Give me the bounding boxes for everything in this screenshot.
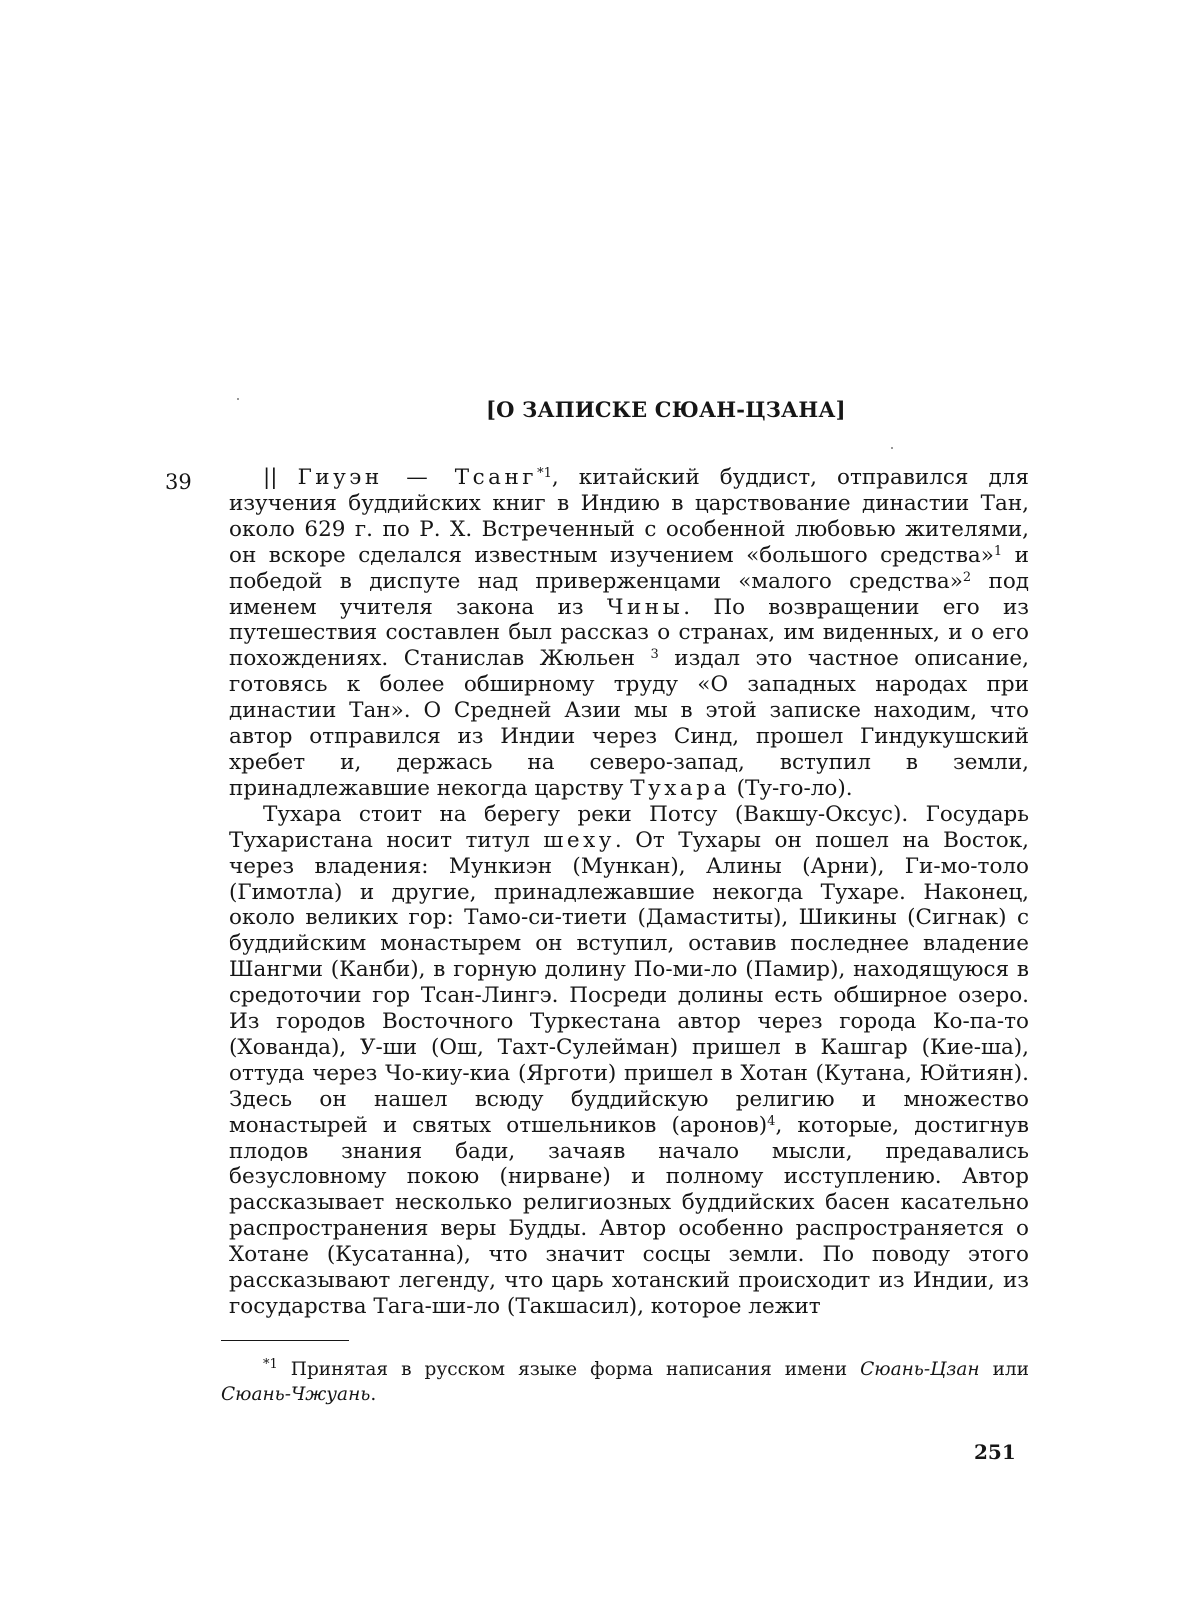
paragraph-1-text: , китайский буддист, отправился для изучения буддийских книг в Индию в царствование династии Тан, около 629 г. по Р. Х. Встреченный с особенной любовью жителями, он вскоре сделался известным изучением «большого средства»	[229, 465, 1029, 568]
paragraph-1-text: под именем учителя закона из	[229, 568, 1030, 620]
body-text	[229, 465, 1029, 1320]
paragraph-1-text: . По возвращении его из путешествия составлен был рассказ о странах, им виденных, и о его похождениях. Станислав Жюльен	[229, 594, 1029, 672]
note-ref: 3	[650, 647, 659, 663]
tukhara-spaced: Тухара	[630, 775, 730, 801]
footnote-rule	[221, 1340, 349, 1341]
paragraph-2-text: . От Тухары он пошел на Восток, через владения: Мункиэн (Мункан), Алины (Арни), Ги-мо-толо (Гимотла) и другие, принадлежавшие некогда Тухаре. Наконец, около великих гор: Тамо-си-тиети (Дамаститы), Шикины (Сигнак) с буддийским монастырем он вступил, оставив последнее владение Шангми (Канби), в горную долину По-ми-ло (Памир), находящуюся в средоточии гор Тсан-Лингэ. Посреди долины есть обширное озеро. Из городов Восточного Туркестана автор через города Ко-па-то (Хованда), У-ши (Ош, Тахт-Сулейман) пришел в Кашгар (Кие-ша), оттуда через Чо-киу-киа (Ярготи) пришел в Хотан (Кутана, Юйтиян). Здесь он нашел всюду буддийскую религию и множество монастырей и святых отшельников (аронов)	[229, 827, 1029, 1138]
paragraph-1-text: издал это частное описание, готовясь к более обширному труду «О западных народах при династии Тан». О Средней Азии мы в этой записке находим, что автор отправился из Индии через Синд, прошел Гиндукушский хребет и, держась на северо-запад, вступил в земли, принадлежавшие некогда царству	[229, 646, 1029, 801]
paragraph-2-text: , которые, достигнув плодов знания бади, зачаяв начало мысли, предавались безусловному покою (нирване) и полному исступлению. Автор рассказывает несколько религиозных буддийских басен касательно распространения веры Будды. Автор особенно распространяется о Хотане (Кусатанна), что значит сосцы земли. По поводу этого рассказывают легенду, что царь хотанский происходит из Индии, из государства Тага-ши-ло (Такшасил), которое лежит	[229, 1112, 1029, 1319]
footnote-name-2: Сюань-Чжуань	[221, 1384, 371, 1405]
title-spaced: шеху	[543, 827, 615, 853]
editor-note-ref: *1	[537, 466, 552, 481]
scan-speck	[237, 398, 239, 400]
author-name-spaced: Гиуэн — Тсанг	[297, 465, 538, 490]
footnote-text: .	[370, 1384, 377, 1405]
footnote-name-1: Сюань-Цзан	[860, 1359, 980, 1380]
paragraph-1-text: ||	[263, 465, 298, 490]
paragraph-2-text: Тухара стоит на берегу реки Потсу (Вакшу-Оксус). Государь Тухаристана носит титул	[229, 801, 1029, 853]
page-number: 251	[974, 1440, 1016, 1464]
china-spaced: Чины	[606, 594, 684, 620]
note-ref: 2	[962, 569, 972, 585]
note-ref: 4	[767, 1113, 776, 1129]
paragraph-1	[229, 465, 1029, 802]
scan-speck	[891, 447, 893, 449]
paragraph-2	[229, 802, 1029, 1320]
footnote-text: Принятая в русском языке форма написания имени	[277, 1359, 861, 1380]
margin-page-reference: 39	[165, 470, 192, 494]
footnote	[221, 1357, 1029, 1407]
section-heading: [О ЗАПИСКЕ СЮАН-ЦЗАНА]	[486, 397, 846, 422]
note-ref: 1	[993, 543, 1003, 559]
footnote-mark: *1	[263, 1357, 278, 1372]
paragraph-1-text: (Ту-го-ло).	[729, 775, 853, 801]
footnote-text: или	[979, 1359, 1029, 1380]
paragraph-1-text: и победой в диспуте над приверженцами «малого средства»	[229, 542, 1029, 594]
